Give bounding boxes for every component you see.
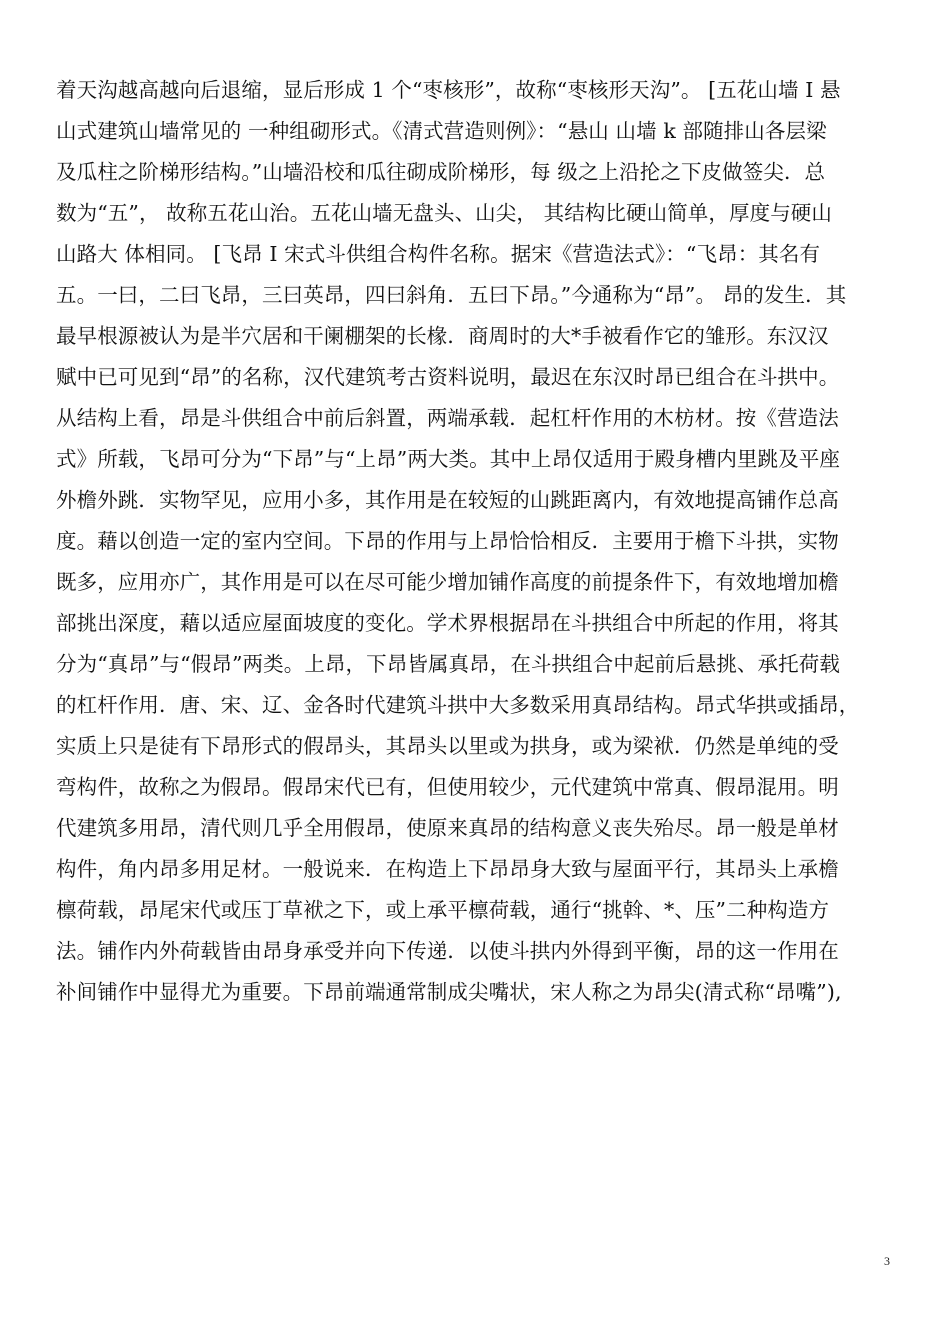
text-line-16: 的杠杆作用．唐、宋、辽、金各时代建筑斗拱中大多数采用真昂结构。昂式华拱或插昂， xyxy=(56,693,860,717)
text-line-2: 山式建筑山墙常见的 一种组砌形式。《清式营造则例》：“悬山 山墙 k 部随排山各层梁 xyxy=(56,119,827,143)
text-line-23: 补间铺作中显得尤为重要。下昂前端通常制成尖嘴状，宋人称之为昂尖(清式称“昂嘴”), xyxy=(56,980,842,1004)
text-line-3: 及瓜柱之阶梯形结构。”山墙沿校和瓜往砌成阶梯形，每 级之上沿抡之下皮做签尖．总 xyxy=(56,160,826,184)
text-line-4: 数为“五”， 故称五花山治。五花山墙无盘头、山尖， 其结构比硬山简单，厚度与硬山 xyxy=(56,201,832,225)
text-line-12: 度。藉以创造一定的室内空间。下昂的作用与上昂恰恰相反．主要用于檐下斗拱，实物 xyxy=(56,529,839,553)
text-line-10: 式》所载，飞昂可分为“下昂”与“上昂”两大类。其中上昂仅适用于殿身槽内里跳及平座 xyxy=(56,447,840,471)
text-line-21: 檩荷载，昂尾宋代或压丁草袱之下，或上承平檩荷载，通行“挑斡、*、压”二种构造方 xyxy=(56,898,830,922)
text-line-15: 分为“真昂”与“假昂”两类。上昂，下昂皆属真昂，在斗拱组合中起前后悬挑、承托荷载 xyxy=(56,652,840,676)
text-line-5: 山路大 体相同。 [飞昂 I 宋式斗供组合构件名称。据宋《营造法式》：“飞昂：其名有 xyxy=(56,242,821,266)
text-line-6: 五。一曰，二曰飞昂，三曰英昂，四曰斜角．五曰下昂。”今通称为“昂”。 昂的发生．其 xyxy=(56,283,847,307)
text-line-8: 赋中已可见到“昂”的名称，汉代建筑考古资料说明，最迟在东汉时昂已组合在斗拱中。 xyxy=(56,365,840,389)
text-line-1: 着天沟越高越向后退缩，显后形成 1 个“枣核形”，故称“枣核形天沟”。 [五花山墙 I 悬 xyxy=(56,78,841,102)
text-line-18: 弯构件，故称之为假昂。假昂宋代已有，但使用较少，元代建筑中常真、假昂混用。明 xyxy=(56,775,839,799)
text-line-19: 代建筑多用昂，清代则几乎全用假昂，使原来真昂的结构意义丧失殆尽。昂一般是单材 xyxy=(56,816,839,840)
text-line-20: 构件，角内昂多用足材。一般说来．在构造上下昂昂身大致与屋面平行，其昂头上承檐 xyxy=(56,857,839,881)
text-line-7: 最早根源被认为是半穴居和干阑棚架的长椽．商周时的大*手被看作它的雏形。东汉汉 xyxy=(56,324,829,348)
text-line-17: 实质上只是徒有下昂形式的假昂头，其昂头以里或为拱身，或为梁袱．仍然是单纯的受 xyxy=(56,734,839,758)
page-number: 3 xyxy=(884,1254,890,1268)
text-line-9: 从结构上看，昂是斗供组合中前后斜置，两端承载．起杠杆作用的木枋材。按《营造法 xyxy=(56,406,839,430)
text-line-11: 外檐外跳．实物罕见，应用小多，其作用是在较短的山跳距离内，有效地提高铺作总高 xyxy=(56,488,839,512)
text-line-13: 既多，应用亦广，其作用是可以在尽可能少增加铺作高度的前提条件下，有效地增加檐 xyxy=(56,570,839,594)
text-line-22: 法。铺作内外荷载皆由昂身承受并向下传递．以使斗拱内外得到平衡，昂的这一作用在 xyxy=(56,939,839,963)
body-text xyxy=(56,70,898,1013)
text-line-14: 部挑出深度，藉以适应屋面坡度的变化。学术界根据昂在斗拱组合中所起的作用，将其 xyxy=(56,611,839,635)
